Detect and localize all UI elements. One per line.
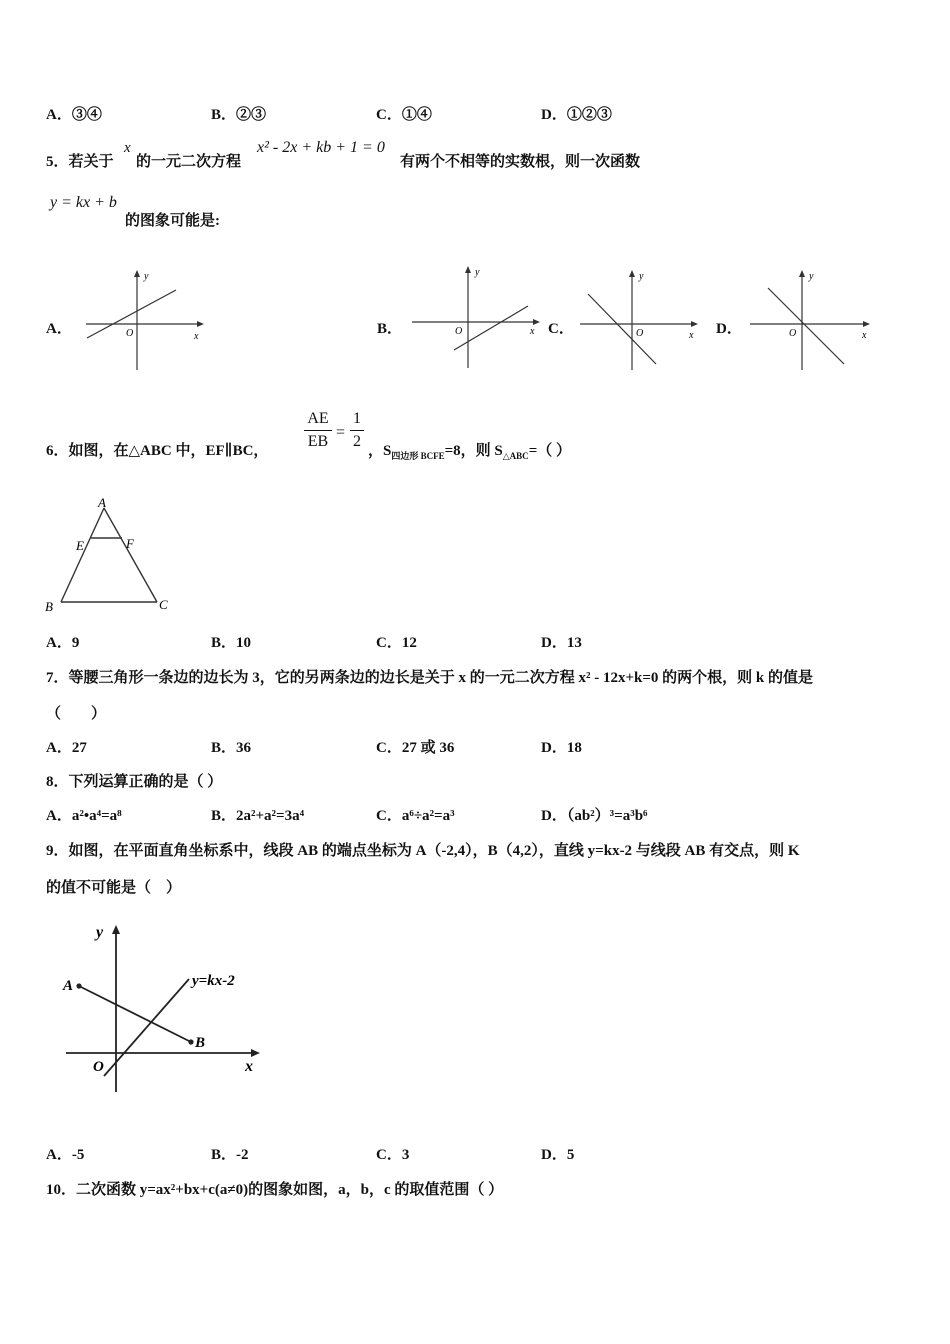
q5-option-d[interactable]: D． (716, 321, 742, 337)
q10-stem: 10．二次函数 y=ax²+bx+c(a≠0)的图象如图，a，b，c 的取值范围（ ） (46, 1182, 504, 1198)
q5d-origin: O (789, 328, 797, 339)
q5-graph-b (410, 262, 545, 372)
q6-option-c[interactable]: C．12 (376, 635, 417, 651)
q8-option-c[interactable]: C．a⁶÷a²=a³ (376, 808, 455, 824)
q6-label-b: B (45, 599, 53, 614)
q6-s-sub2: △ABC (502, 451, 529, 461)
q5a-origin: O (126, 328, 134, 339)
q6-fraction-half (350, 410, 364, 451)
q9-label-a: A (63, 978, 74, 994)
q8-option-d[interactable]: D．（ab²）³=a³b⁶ (541, 808, 648, 824)
q5-option-b[interactable]: B． (377, 321, 403, 337)
q4-option-d[interactable]: D．①②③ (541, 107, 612, 123)
q7-option-b[interactable]: B．36 (211, 740, 252, 756)
q6-equals: = (336, 424, 346, 441)
q8-option-a[interactable]: A．a²•a⁴=a⁸ (46, 808, 122, 824)
q5-graph-d (748, 266, 878, 374)
q9-label-b: B (195, 1035, 206, 1051)
q5c-origin: O (636, 328, 644, 339)
q6-fraction-ae-eb (304, 410, 332, 451)
q7-option-c[interactable]: C．27 或 36 (376, 740, 455, 756)
q6-frac-num: AE (307, 410, 329, 427)
q5c-axis-x: x (689, 330, 694, 341)
q5-stem-mid: 的一元二次方程 (136, 154, 242, 170)
q5c-axis-y: y (639, 271, 644, 282)
q6-option-b[interactable]: B．10 (211, 635, 252, 651)
q5b-axis-x: x (530, 326, 535, 337)
q9-label-y: y (96, 924, 104, 941)
q6-s-label: ，S (368, 443, 392, 459)
q5-stem-prefix: 5．若关于 (46, 154, 114, 170)
q6-option-a[interactable]: A．9 (46, 635, 80, 651)
q5-option-a[interactable]: A． (46, 321, 72, 337)
q9-stem-line1: 9．如图，在平面直角坐标系中，线段 AB 的端点坐标为 A（-2,4），B（4,2），直线 y=kx-2 与线段 AB 有交点，则 K (46, 843, 800, 859)
q5a-axis-x: x (194, 331, 199, 342)
q5b-origin: O (455, 326, 463, 337)
q8-stem: 8．下列运算正确的是（ ） (46, 774, 223, 790)
q6-s-end: =（ ） (528, 443, 571, 459)
q6-label-c: C (159, 597, 168, 612)
q6-stem-prefix: 6．如图，在△ABC 中，EF∥BC， (46, 443, 269, 459)
q5-variable-x: x (124, 140, 131, 156)
q5-function: y = kx + b (50, 194, 117, 211)
q5b-axis-y: y (475, 267, 480, 278)
q5-graph-a (84, 266, 209, 372)
q6-s-value: =8，则 S (444, 443, 503, 459)
q9-option-b[interactable]: B．-2 (211, 1147, 249, 1163)
q5-stem-suffix: 有两个不相等的实数根，则一次函数 (400, 154, 641, 170)
q5d-axis-y: y (809, 271, 814, 282)
q6-s-sub: 四边形 BCFE (391, 451, 445, 461)
q9-label-o: O (93, 1059, 104, 1075)
q5-option-c[interactable]: C． (548, 321, 574, 337)
q6-label-f: F (126, 536, 134, 551)
q7-stem-line1: 7．等腰三角形一条边的边长为 3，它的另两条边的边长是关于 x 的一元二次方程 x² - 12x+k=0 的两个根，则 k 的值是 (46, 670, 814, 686)
q9-coordinate-figure (58, 916, 273, 1092)
q6-label-a: A (98, 495, 106, 510)
q6-frac-den: EB (307, 433, 329, 450)
q4-option-b[interactable]: B．②③ (211, 107, 267, 123)
q9-option-c[interactable]: C．3 (376, 1147, 410, 1163)
q6-option-d[interactable]: D．13 (541, 635, 582, 651)
q4-option-a[interactable]: A．③④ (46, 107, 102, 123)
q6-half-num: 1 (353, 410, 361, 427)
q5-graph-c (578, 266, 703, 374)
q8-option-b[interactable]: B．2a²+a²=3a⁴ (211, 808, 305, 824)
q6-half-den: 2 (353, 433, 361, 450)
q6-triangle-figure (40, 493, 180, 618)
q5-stem-line2: 的图象可能是: (125, 213, 220, 229)
q6-stem-suffix (368, 439, 571, 460)
q9-option-d[interactable]: D．5 (541, 1147, 575, 1163)
q9-stem-line2: 的值不可能是（ ） (46, 880, 182, 896)
q9-option-a[interactable]: A．-5 (46, 1147, 85, 1163)
q7-option-d[interactable]: D．18 (541, 740, 582, 756)
q5d-axis-x: x (862, 330, 867, 341)
q9-label-x: x (245, 1058, 253, 1075)
q5-equation: x² - 2x + kb + 1 = 0 (257, 139, 385, 156)
q9-label-line: y=kx-2 (192, 973, 235, 989)
q6-label-e: E (76, 538, 84, 553)
q5a-axis-y: y (144, 271, 149, 282)
q7-stem-line2: （ ） (46, 706, 107, 722)
q7-option-a[interactable]: A．27 (46, 740, 87, 756)
q4-option-c[interactable]: C．①④ (376, 107, 432, 123)
